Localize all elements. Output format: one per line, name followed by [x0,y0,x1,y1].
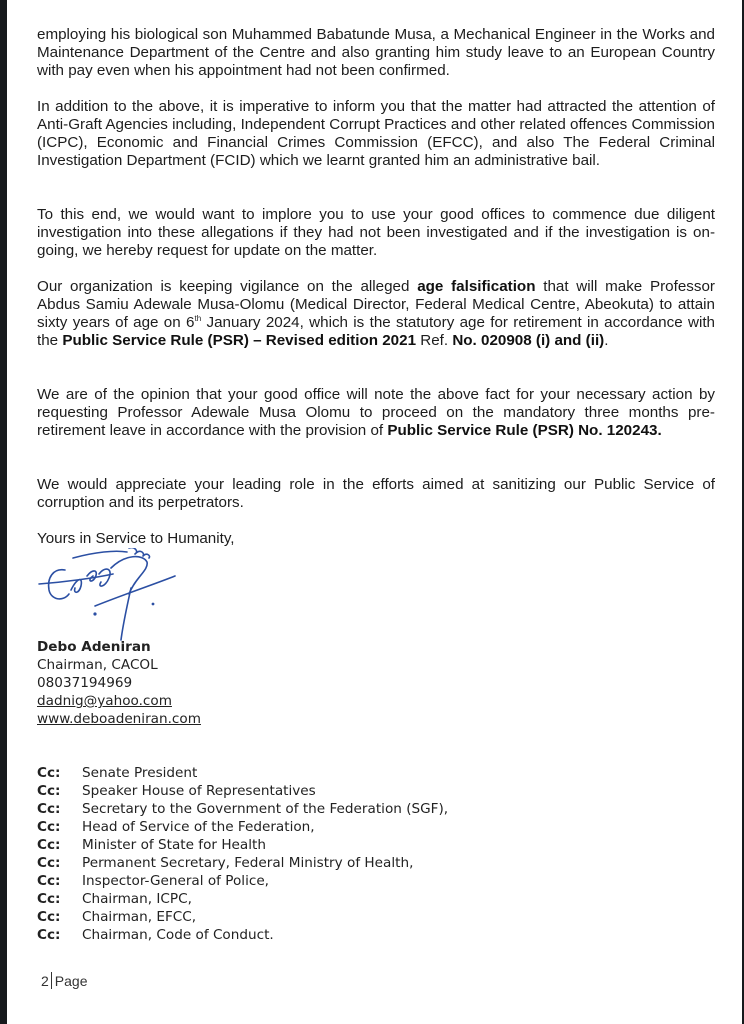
cc-row [37,890,448,908]
page-label: Page [54,972,88,989]
cc-row [37,854,448,872]
signature-image [35,548,205,643]
cc-row [37,764,448,782]
cc-label: Cc: [37,819,61,835]
cc-label: Cc: [37,801,61,817]
cc-recipient: Permanent Secretary, Federal Ministry of Health, [82,855,414,871]
signatory-name: Debo Adeniran [37,639,151,655]
signatory-email-link[interactable]: dadnig@yahoo.com [37,693,172,709]
cc-recipient: Secretary to the Government of the Federation (SGF), [82,801,449,817]
paragraph-4-age-falsification: Our organization is keeping vigilance on the alleged age falsification that will make Professor Abdus Samiu Adewale Musa-Olomu (Medical Director, Federal Medical Centre, Abeokuta) to attain sixty years of age on 6th January 2024, which is the statutory age for retirement in accordance with the Public Service Rule (PSR) – Revised edition 2021 Ref. No. 020908 (i) and (ii). [37,278,715,349]
footer-divider [51,972,52,989]
cc-recipient: Senate President [82,765,198,781]
paragraph-5-pre-retirement: We are of the opinion that your good office will note the above fact for your necessary action by requesting Professor Adewale Musa Olomu to proceed on the mandatory three months pre-retirement leave in accordance with the provision of Public Service Rule (PSR) No. 120243. [37,386,715,439]
cc-row [37,800,448,818]
paragraph-1: employing his biological son Muhammed Babatunde Musa, a Mechanical Engineer in the Works and Maintenance Department of the Centre and also granting him study leave to an European Country with pay even when his appointment had not been confirmed. [37,26,715,79]
paragraph-2: In addition to the above, it is imperative to inform you that the matter had attracted the attention of Anti-Graft Agencies including, Independent Corrupt Practices and other related offences Commission (ICPC), Economic and Financial Crimes Commission (EFCC), and also The Federal Criminal Investigation Department (FCID) which we learnt granted him an administrative bail. [37,98,715,169]
cc-recipient: Minister of State for Health [82,837,266,853]
cc-label: Cc: [37,909,61,925]
paragraph-6-appreciation: We would appreciate your leading role in the efforts aimed at sanitizing our Public Service of corruption and its perpetrators. [37,476,715,511]
paragraph-3: To this end, we would want to implore you to use your good offices to commence due diligent investigation into these allegations if they had not been investigated and if the investigation is on-going, we hereby request for update on the matter. [37,206,715,259]
cc-label: Cc: [37,783,61,799]
cc-recipient: Chairman, EFCC, [82,909,197,925]
cc-recipient: Speaker House of Representatives [82,783,316,799]
cc-row [37,818,448,836]
cc-recipient: Chairman, ICPC, [82,891,192,907]
document-page [7,0,742,1024]
cc-recipient: Head of Service of the Federation, [82,819,315,835]
page-number: 2 [41,972,49,989]
cc-label: Cc: [37,837,61,853]
cc-label: Cc: [37,891,61,907]
cc-row [37,926,448,944]
cc-label: Cc: [37,873,61,889]
cc-label: Cc: [37,855,61,871]
cc-row [37,872,448,890]
signatory-website-link[interactable]: www.deboadeniran.com [37,711,201,727]
cc-row [37,782,448,800]
cc-label: Cc: [37,765,61,781]
cc-label: Cc: [37,927,61,943]
signatory-block [37,638,201,728]
page-footer [41,972,88,989]
signatory-title: Chairman, CACOL [37,657,158,673]
cc-list [37,764,448,944]
closing-salutation: Yours in Service to Humanity, [37,530,235,547]
cc-recipient: Chairman, Code of Conduct. [82,927,274,943]
cc-row [37,908,448,926]
cc-row [37,836,448,854]
signatory-phone: 08037194969 [37,675,133,691]
cc-recipient: Inspector-General of Police, [82,873,269,889]
